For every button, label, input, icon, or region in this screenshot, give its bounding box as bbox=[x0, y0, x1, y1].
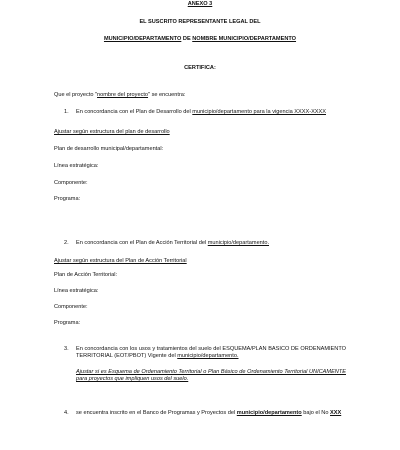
item-1-number: 1. bbox=[64, 109, 69, 115]
subtitle-entity: MUNICIPIO/DEPARTAMENTO bbox=[103, 36, 182, 42]
item-1-body: En concordancia con el Plan de Desarrollo del bbox=[76, 109, 193, 115]
document-title: EL SUSCRITO REPRESENTANTE LEGAL DEL bbox=[139, 19, 261, 25]
item-2-number: 2. bbox=[64, 240, 69, 246]
item-2-link: municipio/departamento. bbox=[207, 240, 270, 246]
item-3-body: En concordancia con los usos y tratamientos del suelo del ESQUEMA/PLAN BASICO DE ORDENAMIENTO TERRITORIAL (EOT/PBOT) Vigente del bbox=[76, 346, 346, 359]
item-3-number: 3. bbox=[64, 346, 69, 352]
block-2-heading: Ajustar según estructura del Plan de Acción Territorial bbox=[54, 258, 187, 264]
block-2-line-programa: Programa: bbox=[54, 320, 81, 326]
block-1-line-plan: Plan de desarrollo municipal/departamental: bbox=[54, 146, 164, 152]
document-subtitle bbox=[0, 36, 400, 43]
intro-prefix: Que el proyecto " bbox=[54, 92, 98, 98]
intro-project: nombre del proyecto bbox=[97, 92, 149, 98]
block-1-line-componente: Componente: bbox=[54, 180, 88, 186]
block-1-heading: Ajustar según estructura del plan de desarrollo bbox=[54, 129, 170, 135]
item-1-text bbox=[76, 109, 326, 116]
annex-label bbox=[0, 1, 400, 8]
block-2-line-plan: Plan de Acción Territorial: bbox=[54, 272, 118, 278]
item-4-number: 4. bbox=[64, 410, 69, 416]
block-1-line-programa: Programa: bbox=[54, 196, 81, 202]
item-4-link: municipio/departamento bbox=[236, 410, 302, 416]
item-4-suffix: bajo el No bbox=[301, 410, 331, 416]
item-4-text bbox=[76, 410, 346, 417]
annex-text: ANEXO 3 bbox=[187, 1, 213, 7]
item-2-body: En concordancia con el Plan de Acción Territorial del bbox=[76, 240, 208, 246]
block-2-line-componente: Componente: bbox=[54, 304, 88, 310]
block-1-line-linea: Línea estratégica: bbox=[54, 163, 99, 169]
intro-line bbox=[54, 92, 185, 99]
intro-suffix: " se encuentra: bbox=[148, 92, 186, 98]
subtitle-name: NOMBRE MUNICIPIO/DEPARTAMENTO bbox=[192, 36, 297, 42]
item-3-link: municipio/departamento. bbox=[177, 353, 239, 359]
item-1-link: municipio/departamento para la vigencia XXXX-XXXX bbox=[192, 109, 326, 115]
item-4-body: se encuentra inscrito en el Banco de Programas y Proyectos del bbox=[76, 410, 237, 416]
subtitle-connector: DE bbox=[181, 36, 193, 42]
item-3-note: Ajustar si es Esquema de Ordenamiento Territorial o Plan Básico de Ordenamiento Territorial UNICAMENTE para proyectos que impliquen usos del suelo. bbox=[76, 369, 346, 382]
item-2-text bbox=[76, 240, 269, 247]
item-3-text bbox=[76, 346, 346, 360]
certifica-heading: CERTIFICA: bbox=[184, 65, 216, 71]
block-2-line-linea: Línea estratégica: bbox=[54, 288, 99, 294]
item-4-code: XXX bbox=[330, 410, 342, 416]
